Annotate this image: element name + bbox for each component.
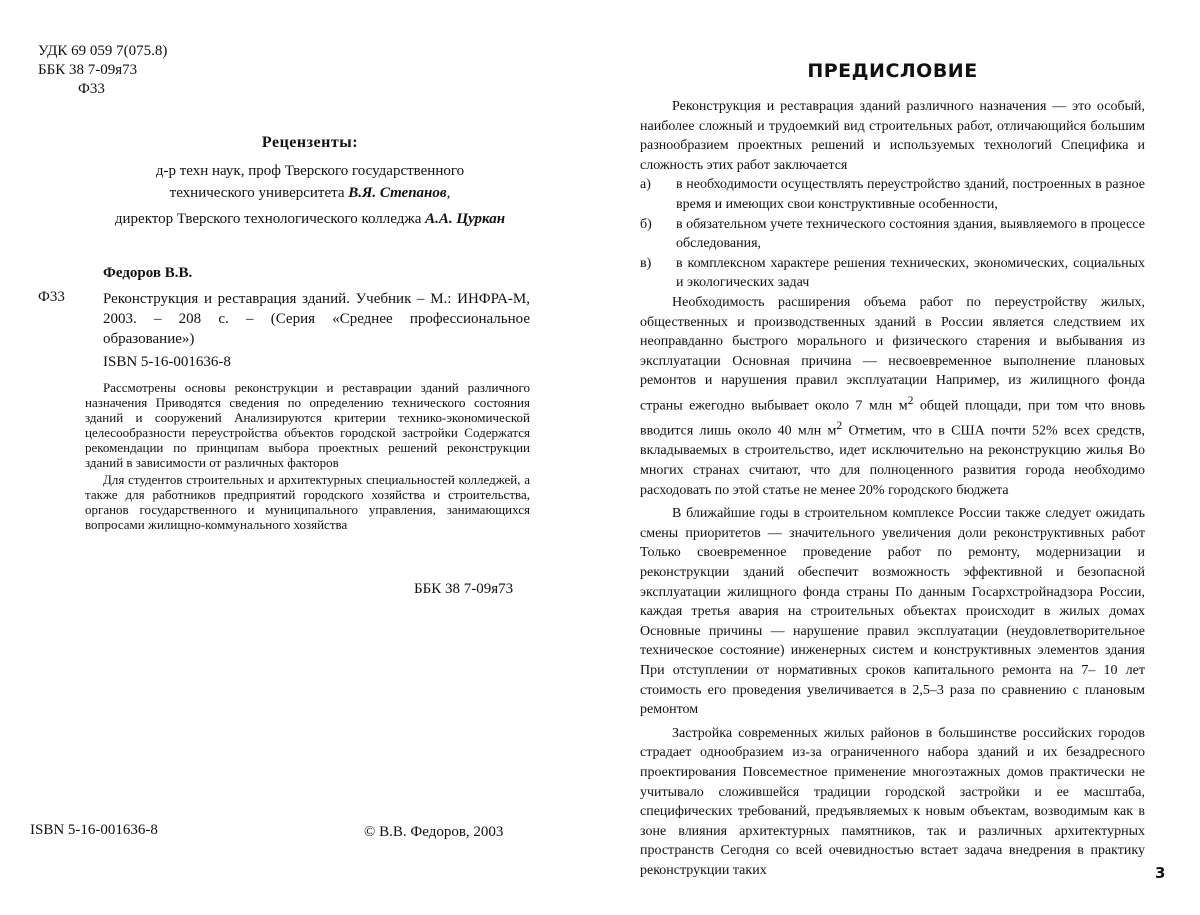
author-name: Федоров В.В. bbox=[103, 265, 193, 281]
bibliographic-record: Реконструкция и реставрация зданий. Учебник – М.: ИНФРА-М, 2003. – 208 с. – (Серия «Среднее профессиональное образование») bbox=[103, 291, 530, 347]
preface-list bbox=[640, 175, 1145, 293]
isbn-bottom: ISBN 5-16-001636-8 bbox=[30, 822, 158, 838]
reviewers-heading: Рецензенты: bbox=[261, 134, 359, 151]
list-item bbox=[640, 175, 1145, 214]
superscript-2: 2 bbox=[907, 393, 914, 407]
reviewer-1-name: В.Я. Степанов bbox=[348, 185, 447, 201]
list-item bbox=[640, 254, 1145, 293]
list-item bbox=[640, 215, 1145, 254]
reviewers-block bbox=[60, 132, 560, 230]
preface-title: ПРЕДИСЛОВИЕ bbox=[807, 60, 978, 82]
author-mark: Ф33 bbox=[78, 81, 105, 97]
preface-text bbox=[640, 97, 1145, 880]
udk-block bbox=[38, 42, 167, 99]
reviewer-1-comma: , bbox=[446, 185, 451, 201]
reviewer-2-line bbox=[60, 208, 560, 230]
list-marker: в) bbox=[640, 255, 652, 271]
annotation-paragraph: Рассмотрены основы реконструкции и реставрации зданий различного назначения Приводятся сведения по определению технического состояния зданий и сооружений Анализируются критерии технико-экономической целесообразности переустройства объектов городской застройки Содержатся рекомендации по принципам выбора проектных решений реконструкции зданий в зависимости от различных факторов bbox=[85, 380, 530, 470]
left-page bbox=[0, 0, 560, 915]
preface-intro: Реконструкция и реставрация зданий различного назначения — это особый, наиболее сложный и трудоемкий вид строительных работ, отличающийся большим разнообразием проектных решений и используемых технологий Специфика и сложность этих работ заключается bbox=[640, 99, 1145, 173]
preface-paragraph-3: В ближайшие годы в строительном комплексе России также следует ожидать смены приоритетов — значительного увеличения доли реконструктивных работ Только своевременное проведение работ по ремонту, модернизации и реконструкции зданий обеспечит возможность эффективной и безопасной эксплуатации жилищного фонда страны По данным Госархстройнадзора России, каждая третья авария на строительных объектах происходит в жилых домах Основные причины — нарушение правил эксплуатации (неудовлетворительное техническое состояние) инженерных систем и конструктивных элементов здания При отступлении от нормативных сроков капитального ремонта на 7– 10 лет стоимость его проведения увеличивается в 2,5–3 раза по сравнению с плановым ремонтом bbox=[640, 506, 1145, 718]
superscript-2: 2 bbox=[836, 419, 843, 433]
preface-paragraph-4: Застройка современных жилых районов в большинстве российских городов страдает однообразием из-за ограниченного набора зданий и их безадресного проектирования Повсеместное применение многоэтажных домов практически не учитывало сложившейся традиции городской застройки и ее масштаба, специфических требований, предъявляемых к новым объектам, возводимым как в зоне влияния архитектурных памятников, так и различных архитектурных пространств Сегодня со всей очевидностью встает задача внедрения в практику реконструкции таких bbox=[640, 725, 1145, 878]
reviewer-1-affiliation: д-р техн наук, проф Тверского государственного bbox=[155, 163, 465, 179]
bbk-code: ББК 38 7-09я73 bbox=[38, 62, 138, 78]
right-page bbox=[600, 0, 1200, 915]
list-marker: а) bbox=[640, 177, 651, 193]
paragraph-2-part-2: общей площади, при том что вновь вводится лишь около 40 млн м bbox=[640, 398, 1146, 439]
list-text: в комплексном характере решения технических, экономических, социальных и экологических задач bbox=[676, 255, 1145, 291]
paragraph-2-part-3: Отметим, что в США почти 52% всех средств, вкладываемых в строительство, идет исключительно на реконструкцию жилья Во многих странах считают, что для полноценного развития города необходимо расходовать по этой статье не менее 20% городского бюджета bbox=[640, 423, 1145, 498]
list-text: в обязательном учете технического состояния здания, выявляемого в процессе обследования, bbox=[676, 216, 1145, 252]
udk-code: УДК 69 059 7(075.8) bbox=[38, 43, 168, 59]
catalog-code: Ф33 bbox=[38, 289, 65, 305]
paragraph-2-part-1: Необходимость расширения объема работ по переустройству жилых, общественных и производственных зданий в России является следствием их неоправданно быстрого морального и физического старения и выбывания из эксплуатации Основная причина — несвоевременное выполнение плановых ремонтов и нарушения правил эксплуатации Например, из жилищного фонда страны ежегодно выбывает около 7 млн м bbox=[640, 294, 1145, 414]
copyright: © В.В. Федоров, 2003 bbox=[364, 824, 504, 840]
bbk-bottom: ББК 38 7-09я73 bbox=[414, 581, 514, 597]
reviewer-2-name: А.А. Цуркан bbox=[425, 211, 506, 227]
reviewer-1-university: технического университета bbox=[169, 185, 345, 201]
reviewer-2-affiliation: директор Тверского технологического колледжа bbox=[114, 211, 422, 227]
preface-paragraph-2 bbox=[640, 293, 1145, 500]
isbn-record: ISBN 5-16-001636-8 bbox=[103, 354, 231, 370]
annotation bbox=[85, 380, 530, 532]
page-number: 3 bbox=[1155, 864, 1166, 882]
list-text: в необходимости осуществлять переустройство зданий, построенных в разное время и имеющих свои конструктивные особенности, bbox=[676, 177, 1145, 212]
reviewer-1-line bbox=[60, 182, 560, 204]
annotation-paragraph: Для студентов строительных и архитектурных специальностей колледжей, а также для работников предприятий городского хозяйства и строительства, органов государственного и муниципального управления, занимающихся вопросами жилищно-коммунального хозяйства bbox=[85, 472, 530, 532]
list-marker: б) bbox=[640, 216, 652, 232]
